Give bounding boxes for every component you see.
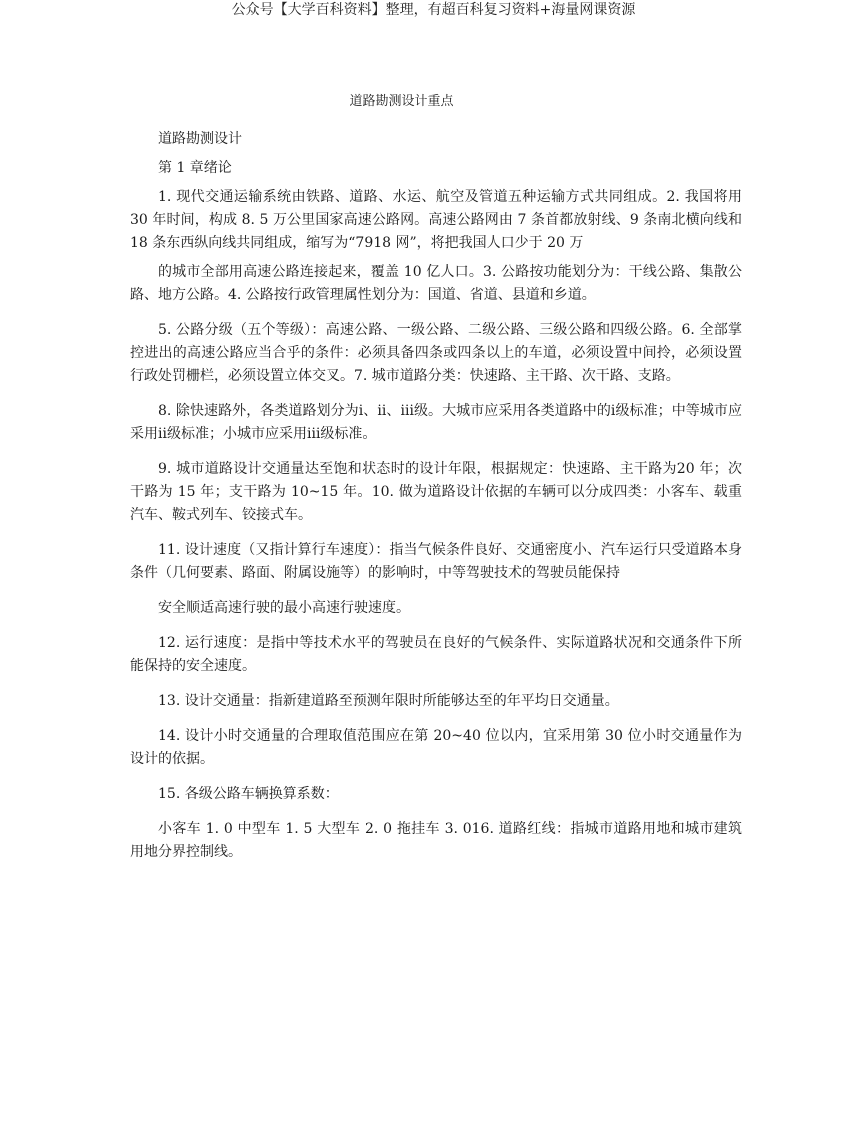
document-title: 道路勘测设计重点 xyxy=(349,94,454,109)
paragraph: 5. 公路分级（五个等级）：高速公路、一级公路、二级公路、三级公路和四级公路。6. 全部掌控进出的高速公路应当合乎的条件：必须具备四条或四条以上的车道，必须设置中间拎，必须设置行政处罚栅栏，必须设置立体交叉。7. 城市道路分类：快速路、主干路、次干路、支路。 xyxy=(130,322,742,384)
paragraph: 12. 运行速度：是指中等技术水平的驾驶员在良好的气候条件、实际道路状况和交通条件下所能保持的安全速度。 xyxy=(130,635,742,674)
paragraph: 1. 现代交通运输系统由铁路、道路、水运、航空及管道五种运输方式共同组成。2. 我国将用 30 年时间，构成 8. 5 万公里国家高速公路网。高速公路网由 7 条首都放射线、9 条南北横向线和 18 条东西纵向线共同组成，缩写为“7918 网”，将把我国人口少于 20 万 xyxy=(130,189,742,251)
section-heading: 道路勘测设计 xyxy=(158,131,242,147)
paragraph: 15. 各级公路车辆换算系数： xyxy=(158,786,339,802)
paragraph: 13. 设计交通量：指新建道路至预测年限时所能够达至的年平均日交通量。 xyxy=(158,693,619,709)
paragraph: 11. 设计速度（又指计算行车速度）：指当气候条件良好、交通密度小、汽车运行只受道路本身条件（几何要素、路面、附属设施等）的影响时，中等驾驶技术的驾驶员能保持 xyxy=(130,542,742,581)
document-body xyxy=(130,128,742,876)
chapter-heading: 第 1 章绪论 xyxy=(158,160,232,176)
paragraph: 安全顺适高速行驶的最小高速行驶速度。 xyxy=(158,600,410,616)
paragraph: 9. 城市道路设计交通量达至饱和状态时的设计年限，根据规定：快速路、主干路为20 年；次干路为 15 年；支干路为 10~15 年。10. 做为道路设计依据的车辆可以分成四类：小客车、载重汽车、鞍式列车、铰接式车。 xyxy=(130,461,742,523)
paragraph: 的城市全部用高速公路连接起来，覆盖 10 亿人口。3. 公路按功能划分为：干线公路、集散公路、地方公路。4. 公路按行政管理属性划分为：国道、省道、县道和乡道。 xyxy=(130,264,742,303)
paragraph: 14. 设计小时交通量的合理取值范围应在第 20~40 位以内，宜采用第 30 位小时交通量作为设计的依据。 xyxy=(130,728,742,767)
paragraph: 8. 除快速路外，各类道路划分为ⅰ、ⅱ、ⅲ级。大城市应采用各类道路中的ⅰ级标准；中等城市应采用ⅱ级标准；小城市应采用ⅲ级标准。 xyxy=(130,403,742,442)
paragraph: 小客车 1. 0 中型车 1. 5 大型车 2. 0 拖挂车 3. 016. 道路红线：指城市道路用地和城市建筑用地分界控制线。 xyxy=(130,821,742,860)
source-banner: 公众号【大学百科资料】整理，有超百科复习资料+海量网课资源 xyxy=(231,2,636,18)
